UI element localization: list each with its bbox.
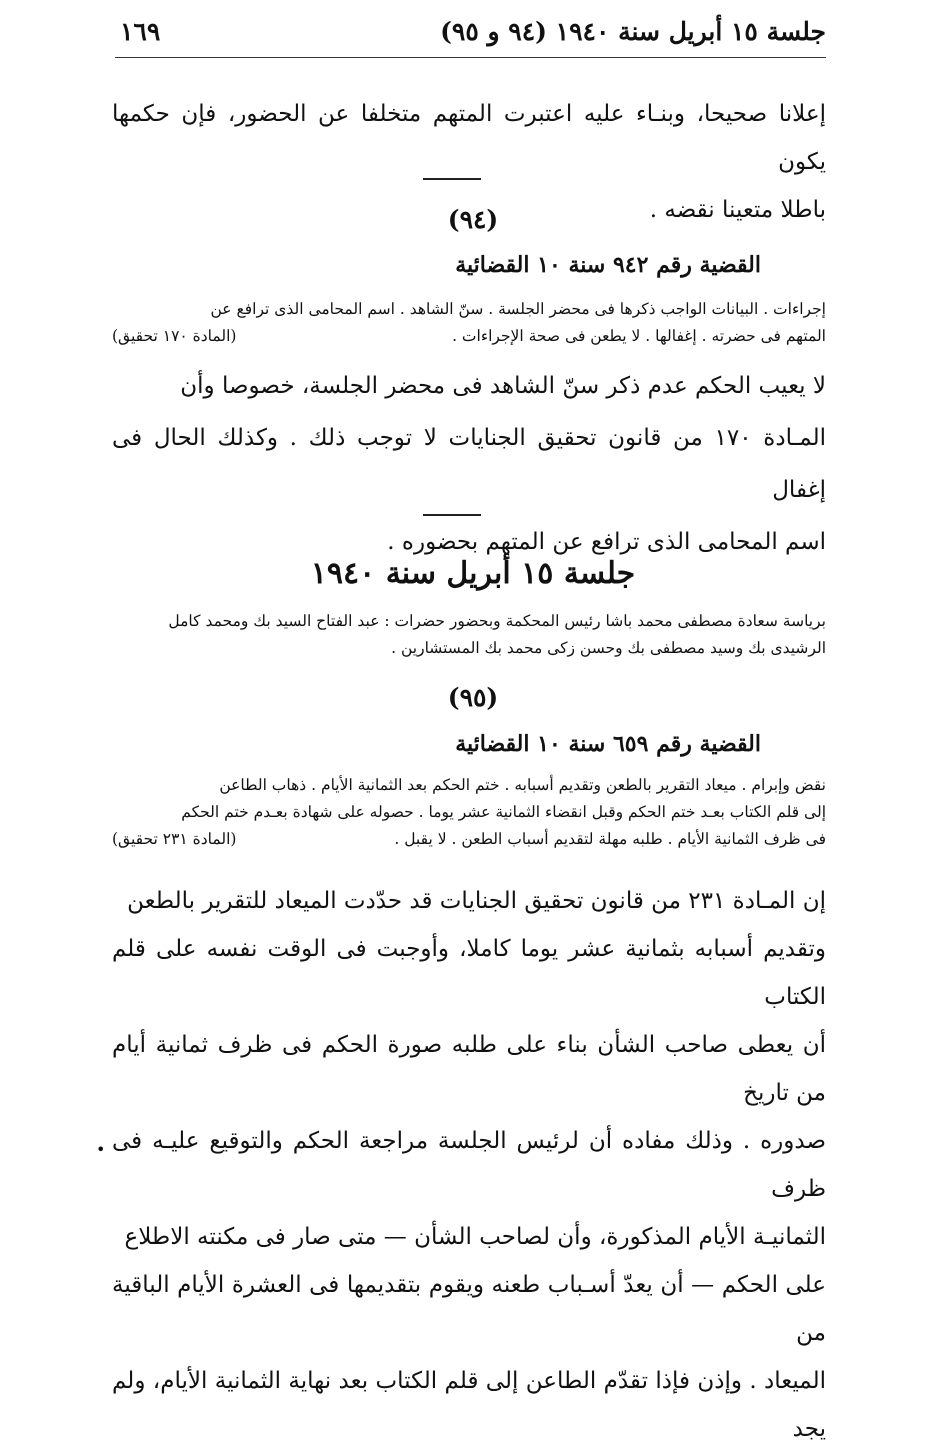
paragraph-line: لا يعيب الحكم عدم ذكر سنّ الشاهد فى محضر الجلسة، خصوصا وأن: [180, 373, 826, 399]
paragraph-line: على الحكم — أن يعدّ أسـباب طعنه ويقوم بتقديمها فى العشرة الأيام الباقية من: [112, 1272, 826, 1346]
paragraph-line: صدوره . وذلك مفاده أن لرئيس الجلسة مراجعة الحكم والتوقيع عليـه فى ظرف: [112, 1128, 826, 1202]
paragraph-line: وتقديم أسبابه بثمانية عشر يوما كاملا، وأوجبت فى الوقت نفسه على قلم الكتاب: [112, 936, 826, 1010]
case-number-94: (٩٤): [447, 205, 499, 234]
case-body-95: [112, 877, 826, 1453]
case-number-95: (٩٥): [447, 683, 499, 712]
page-number: ١٦٩: [120, 16, 161, 46]
header-rule: [115, 57, 826, 58]
composition-line: الرشيدى بك وسيد مصطفى بك وحسن زكى محمد بك المستشارين .: [391, 639, 826, 657]
case-body-94: [112, 360, 826, 568]
case-heading-94: القضية رقم ٩٤٢ سنة ١٠ القضائية: [455, 252, 761, 278]
paragraph-line: المـادة ١٧٠ من قانون تحقيق الجنايات لا توجب ذلك . وكذلك الحال فى إغفال: [112, 425, 827, 503]
scan-speck: •: [96, 1140, 106, 1159]
composition-line: برياسة سعادة مصطفى محمد باشا رئيس المحكمة وبحضور حضرات : عبد الفتاح السيد بك ومحمد كامل: [168, 612, 826, 630]
paragraph-line: إن المـادة ٢٣١ من قانون تحقيق الجنايات قد حدّدت الميعاد للتقرير بالطعن: [127, 888, 826, 914]
section-divider: [423, 514, 481, 516]
paragraph-line: اسم المحامى الذى ترافع عن المتهم بحضوره .: [387, 529, 826, 555]
session-composition: [112, 608, 826, 662]
summary-line: [112, 826, 826, 853]
case-summary-94: [112, 296, 826, 350]
summary-reference: (المادة ٢٣١ تحقيق): [112, 830, 237, 848]
session-heading: جلسة ١٥ أبريل سنة ١٩٤٠: [310, 556, 636, 591]
summary-line: [112, 323, 826, 350]
summary-text: المتهم فى حضرته . إغفالها . لا يطعن فى صحة الإجراءات .: [452, 327, 826, 345]
summary-line: إلى قلم الكتاب بعـد ختم الحكم وقبل انقضاء الثمانية عشر يوما . حصوله على شهادة بعـدم ختم الحكم: [181, 803, 826, 821]
paragraph-line: الثمانيـة الأيام المذكورة، وأن لصاحب الشأن — متى صار فى مكنته الاطلاع: [124, 1224, 826, 1250]
header-title: جلسة ١٥ أبريل سنة ١٩٤٠ (٩٤ و ٩٥): [440, 16, 826, 46]
paragraph-line: أن يعطى صاحب الشأن بناء على طلبه صورة الحكم فى ظرف ثمانية أيام من تاريخ: [112, 1032, 826, 1106]
summary-text: فى ظرف الثمانية الأيام . طلبه مهلة لتقديم أسباب الطعن . لا يقبل .: [394, 830, 826, 848]
paragraph-line: الميعاد . وإذن فإذا تقدّم الطاعن إلى قلم الكتاب بعد نهاية الثمانية الأيام، ولم يجد: [112, 1368, 826, 1442]
page-header: [120, 8, 826, 54]
summary-line: إجراءات . البيانات الواجب ذكرها فى محضر الجلسة . سنّ الشاهد . اسم المحامى الذى ترافع عن: [210, 300, 826, 318]
paragraph-line: إعلانا صحيحا، وبنـاء عليه اعتبرت المتهم متخلفا عن الحضور، فإن حكمها يكون: [112, 101, 826, 175]
summary-reference: (المادة ١٧٠ تحقيق): [112, 327, 237, 345]
summary-line: نقض وإبرام . ميعاد التقرير بالطعن وتقديم أسبابه . ختم الحكم بعد الثمانية الأيام . ذهاب الطاعن: [219, 776, 826, 794]
case-heading-95: القضية رقم ٦٥٩ سنة ١٠ القضائية: [455, 731, 761, 757]
case-summary-95: [112, 772, 826, 853]
paragraph-line: باطلا متعينا نقضه .: [649, 197, 826, 223]
section-divider: [423, 178, 481, 180]
